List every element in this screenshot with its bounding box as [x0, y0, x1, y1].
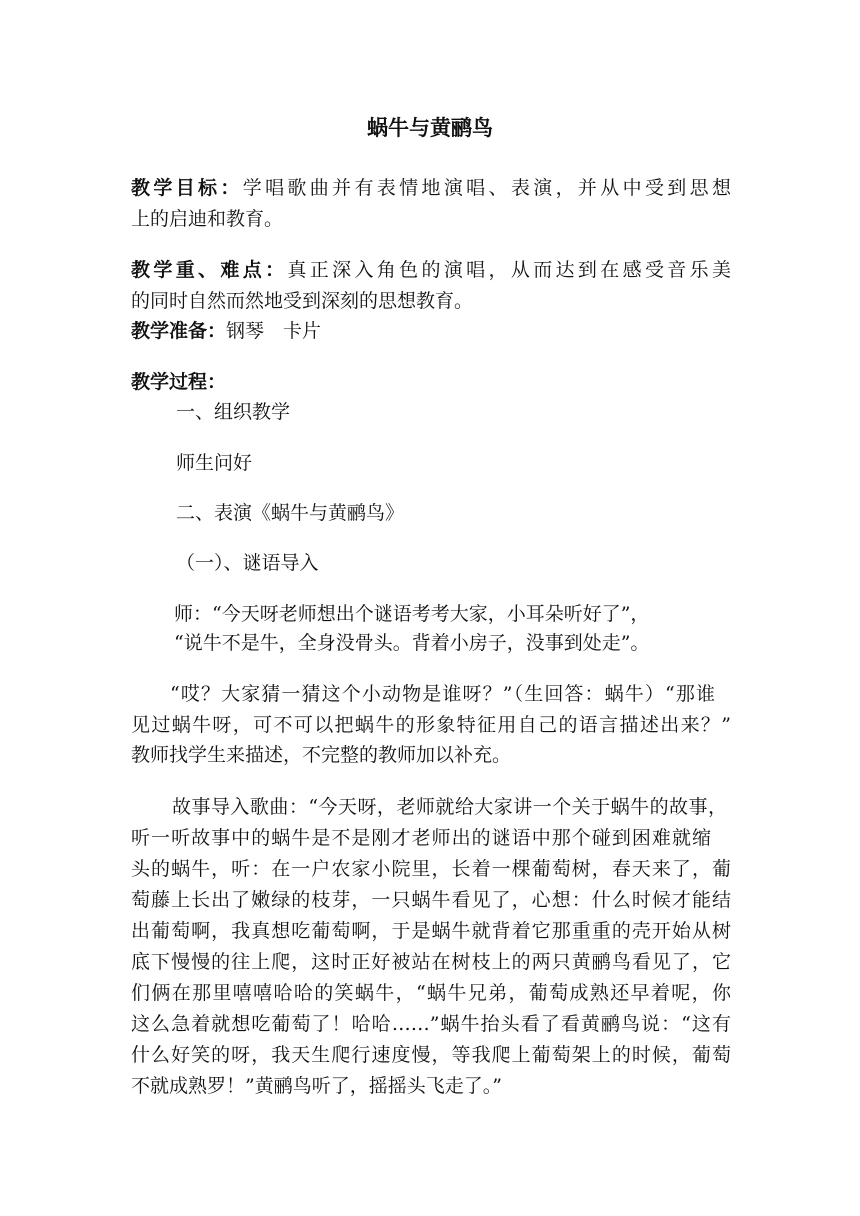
riddle-line-2: “说牛不是牛，全身没骨头。背着小房子，没事到处走”。 — [174, 632, 650, 654]
story-line-5: 出葡萄啊，我真想吃葡萄啊，于是蜗牛就背着它那重重的壳开始从树 — [131, 920, 731, 942]
story-line-1: 故事导入歌曲：“今天呀，老师就给大家讲一个关于蜗牛的故事， — [172, 796, 727, 818]
story-line-10: 不就成熟罗！”黄鹂鸟听了，摇摇头飞走了。” — [131, 1075, 502, 1097]
guess-line-1: “哎？大家猜一猜这个小动物是谁呀？”（生回答：蜗牛）“那谁 — [170, 683, 715, 705]
teaching-focus-text-1: 真正深入角色的演唱，从而达到在感受音乐美 — [287, 259, 731, 281]
teaching-focus-text-2: 的同时自然而然地受到深刻的思想教育。 — [131, 290, 474, 312]
guess-line-2: 见过蜗牛呀，可不可以把蜗牛的形象特征用自己的语言描述出来？” — [131, 714, 731, 736]
teaching-focus-label: 教学重、难点： — [131, 259, 288, 281]
step-1-heading: 一、组织教学 — [176, 401, 291, 423]
riddle-line-1: 师：“今天呀老师想出个谜语考考大家，小耳朵听好了”， — [174, 603, 650, 625]
teaching-focus-line-1 — [131, 257, 731, 283]
teaching-goal-line-1 — [131, 175, 731, 201]
teaching-prep-line — [131, 318, 731, 344]
story-line-7: 们俩在那里嘻嘻哈哈的笑蜗牛，“蜗牛兄弟，葡萄成熟还早着呢，你 — [131, 982, 731, 1004]
teaching-goal-text-2: 上的启迪和教育。 — [131, 208, 284, 230]
teaching-goal-text-1: 学唱歌曲并有表情地演唱、表演，并从中受到思想 — [242, 177, 731, 199]
guess-line-3: 教师找学生来描述，不完整的教师加以补充。 — [131, 744, 512, 766]
story-line-2: 听一听故事中的蜗牛是不是刚才老师出的谜语中那个碰到困难就缩 — [131, 827, 711, 849]
story-line-3: 头的蜗牛，听：在一户农家小院里，长着一棵葡萄树，春天来了，葡 — [131, 858, 731, 880]
story-line-6: 底下慢慢的往上爬，这时正好被站在树枝上的两只黄鹂鸟看见了，它 — [131, 951, 731, 973]
step-2-heading: 二、表演《蜗牛与黄鹂鸟》 — [176, 502, 405, 524]
teaching-prep-label: 教学准备： — [131, 320, 227, 342]
sub-step-1-heading: （一）、谜语导入 — [176, 552, 319, 574]
document-title: 蜗牛与黄鹂鸟 — [367, 116, 493, 140]
teaching-goal-label: 教学目标： — [131, 177, 243, 199]
teaching-prep-text: 钢琴 卡片 — [226, 320, 322, 342]
teaching-process-label: 教学过程： — [131, 371, 227, 393]
greeting-text: 师生问好 — [176, 452, 253, 474]
story-line-8: 这么急着就想吃葡萄了！哈哈……”蜗牛抬头看了看黄鹂鸟说：“这有 — [131, 1013, 731, 1035]
story-line-9: 什么好笑的呀，我天生爬行速度慢，等我爬上葡萄架上的时候，葡萄 — [131, 1044, 731, 1066]
story-line-4: 萄藤上长出了嫩绿的枝芽，一只蜗牛看见了，心想：什么时候才能结 — [131, 889, 731, 911]
